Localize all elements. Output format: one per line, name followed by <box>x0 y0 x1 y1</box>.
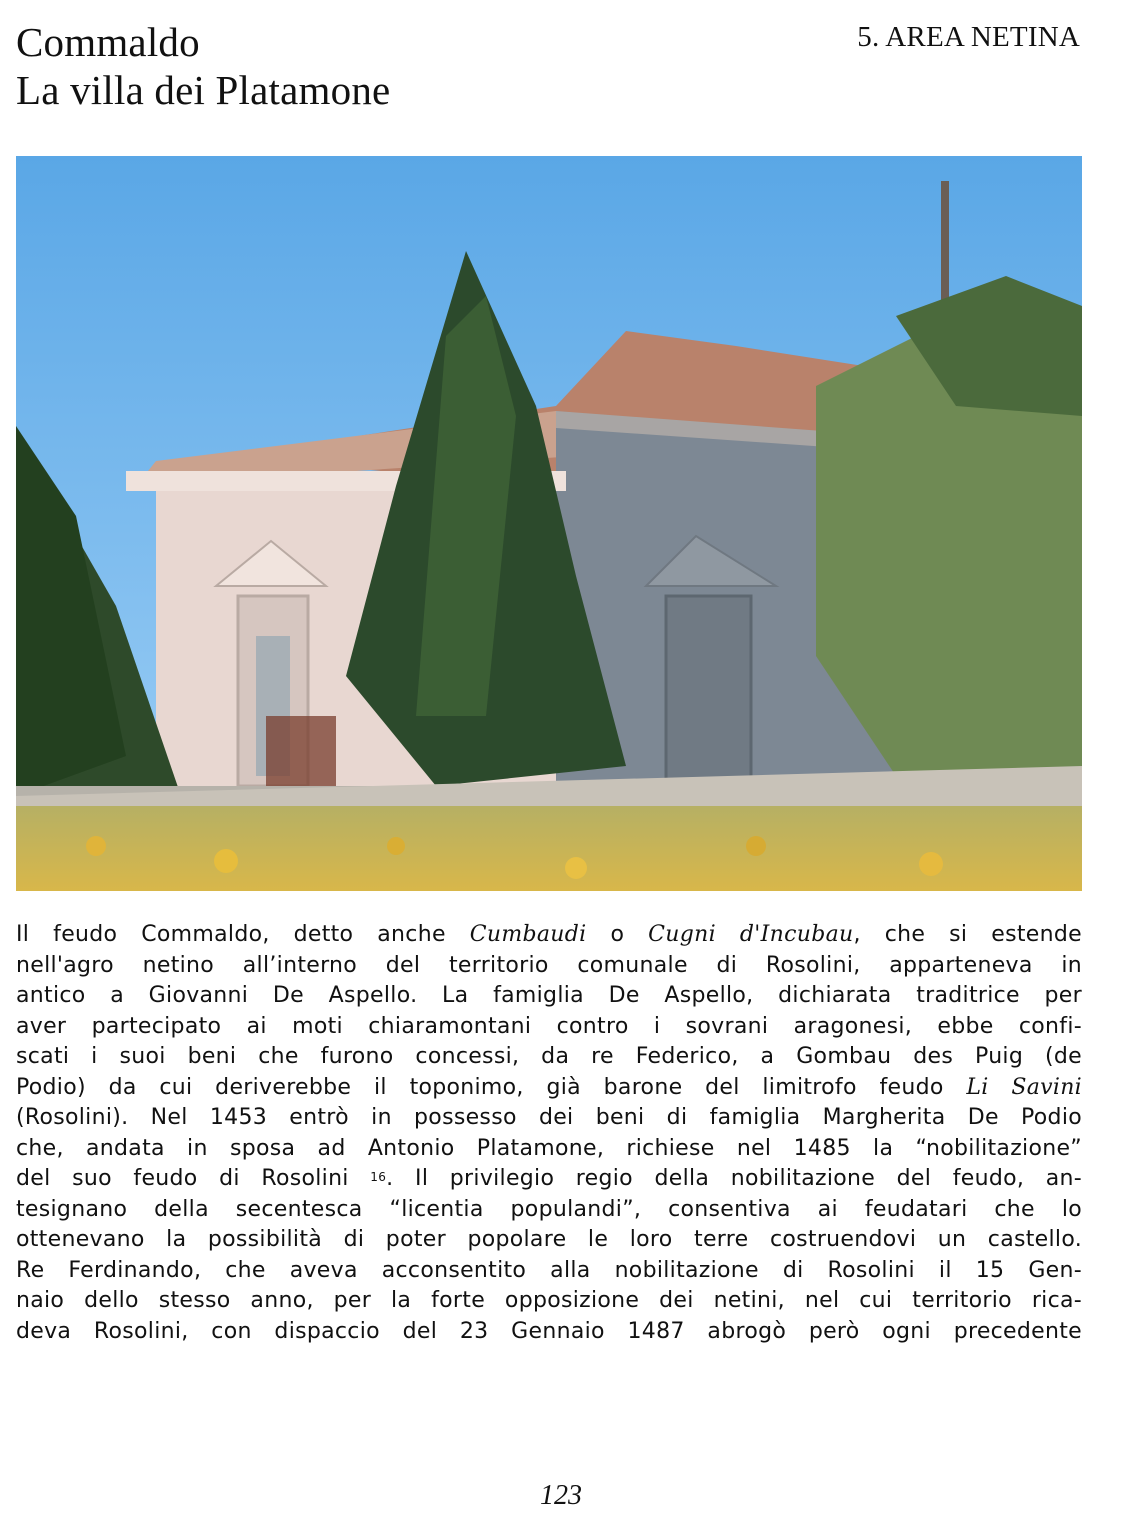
text-line-1 <box>16 920 1082 951</box>
text-line-9 <box>16 1164 1082 1195</box>
text-line-3: antico a Giovanni De Aspello. La famiglia De Aspello, dichiarata traditrice per <box>16 983 1082 1008</box>
title-line-1: Commaldo <box>16 19 200 65</box>
text-line-7: (Rosolini). Nel 1453 entrò in possesso dei beni di famiglia Margherita De Podio <box>16 1105 1082 1130</box>
main-text <box>16 920 1082 1347</box>
text-line-1-part-3: o <box>586 922 649 947</box>
text-line-11: ottenevano la possibilità di poter popolare le loro terre costruendovi un castello. <box>16 1227 1082 1252</box>
text-line-1-part-1: Il feudo Commaldo, detto anche <box>16 922 470 947</box>
text-line-12: Re Ferdinando, che aveva acconsentito alla nobilitazione di Rosolini il 15 Gen- <box>16 1257 1082 1283</box>
text-line-1-part-5: , che si estende <box>853 922 1082 947</box>
villa-photo <box>16 156 1082 891</box>
text-line-9-part-1: del suo feudo di Rosolini <box>16 1166 371 1191</box>
text-line-6 <box>16 1073 1082 1104</box>
footnote-marker: 16 <box>370 1170 387 1184</box>
text-line-10: tesignano della secentesca “licentia populandi”, consentiva ai feudatari che lo <box>16 1196 1082 1222</box>
text-line-9-part-3: . Il privilegio regio della nobilitazione del feudo, an- <box>386 1166 1082 1191</box>
page-title <box>16 18 390 114</box>
page-number: 123 <box>540 1480 582 1511</box>
text-line-2: nell'agro netino all’interno del territorio comunale di Rosolini, apparteneva in <box>16 952 1082 978</box>
text-line-8: che, andata in sposa ad Antonio Platamone, richiese nel 1485 la “nobilitazione” <box>16 1135 1082 1161</box>
text-line-13: naio dello stesso anno, per la forte opposizione dei netini, nel cui territorio rica- <box>16 1288 1082 1313</box>
text-line-6-part-1: Podio) da cui deriverebbe il toponimo, già barone del limitrofo feudo <box>16 1074 967 1100</box>
text-line-5: scati i suoi beni che furono concessi, da re Federico, a Gombau des Puig (de <box>16 1044 1082 1069</box>
italic-cumbaudi: Cumbaudi <box>469 922 587 947</box>
italic-li-savini: Li Savini <box>966 1074 1083 1100</box>
section-label: 5. AREA NETINA <box>857 21 1080 53</box>
text-line-14: deva Rosolini, con dispaccio del 23 Gennaio 1487 abrogò però ogni precedente <box>16 1318 1082 1344</box>
text-line-4: aver partecipato ai moti chiaramontani contro i sovrani aragonesi, ebbe confi- <box>16 1013 1082 1039</box>
title-line-2: La villa dei Platamone <box>16 67 391 113</box>
italic-cugni: Cugni d'Incubau <box>648 922 854 947</box>
